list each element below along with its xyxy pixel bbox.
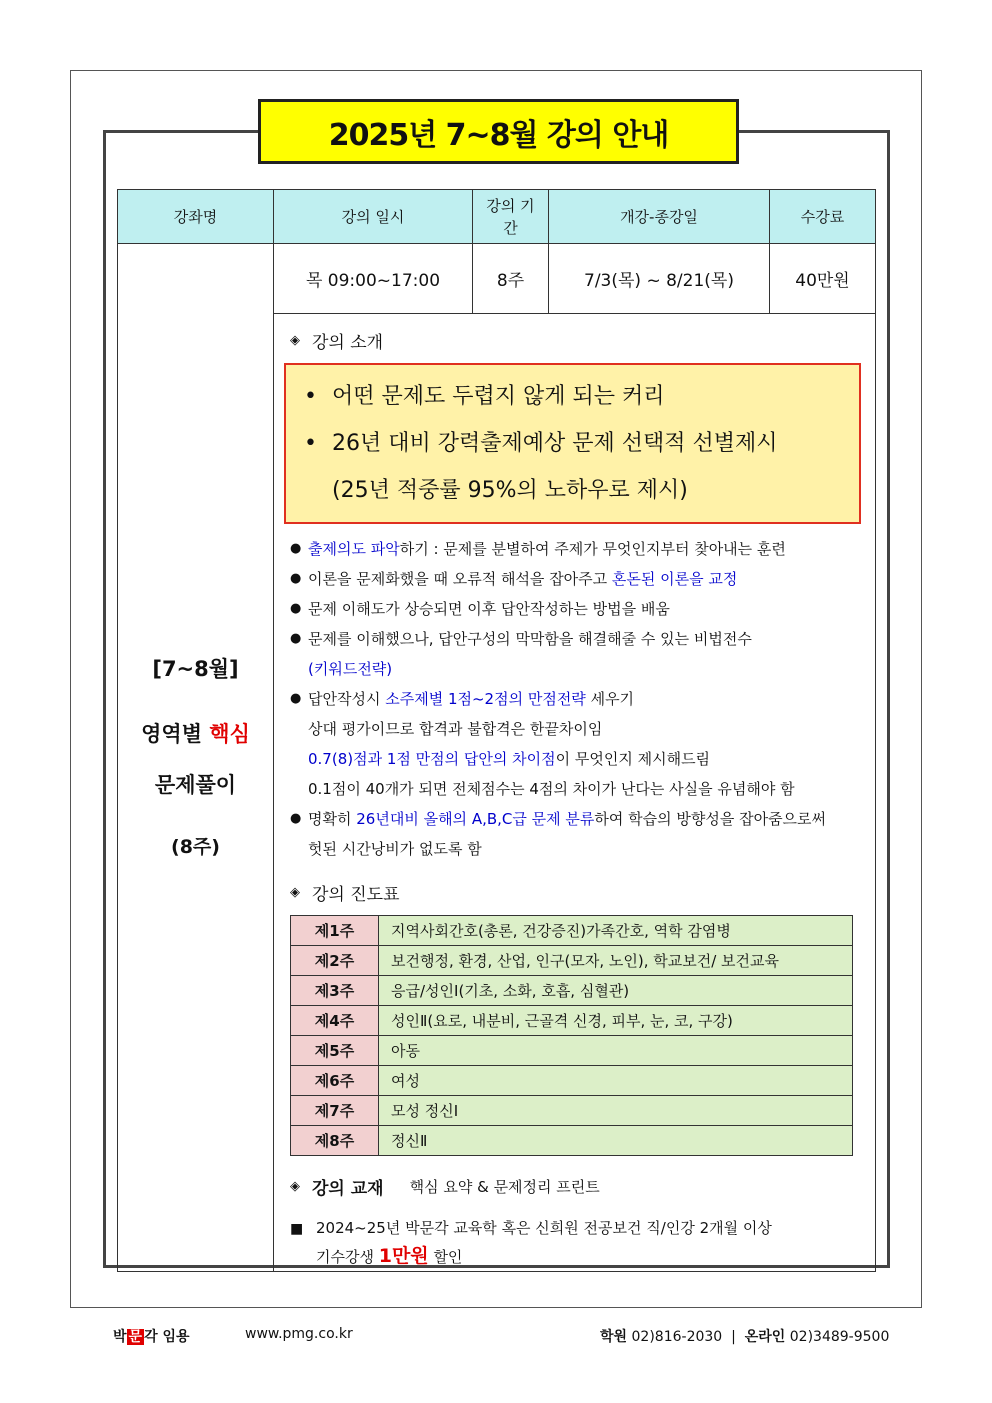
course-months: [7~8월] [152, 656, 239, 681]
intro-line: • 26년 대비 강력출제예상 문제 선택적 선별제시 [304, 431, 778, 456]
period-cell: 7/3(목) ~ 8/21(목) [549, 244, 770, 314]
duration-cell: 8주 [473, 244, 549, 314]
list-item: ● 이론을 문제화했을 때 오류적 해석을 잡아주고 혼돈된 이론을 교정 [290, 570, 738, 588]
contact-phones: 학원 02)816-2030 | 온라인 02)3489-9500 [600, 1329, 890, 1345]
textbook-label: 강의 교재 [312, 1179, 384, 1199]
course-weeks: (8주) [171, 835, 220, 858]
list-item: ● 출제의도 파악하기 : 문제를 분별하여 주제가 무엇인지부터 찾아내는 훈련 [290, 540, 786, 558]
list-item: ● 답안작성시 소주제별 1점~2점의 만점전략 세우기 [290, 690, 635, 708]
schedule-heading: ◈ 강의 진도표 [290, 885, 400, 905]
table-row: 제5주 아동 [291, 1036, 853, 1066]
square-bullet-icon: ■ [290, 1221, 304, 1237]
list-item: ● 문제를 이해했으나, 답안구성의 막막함을 해결해줄 수 있는 비법전수 [290, 630, 752, 648]
table-row: 제4주 성인Ⅱ(요로, 내분비, 근골격 신경, 피부, 눈, 코, 구강) [291, 1006, 853, 1036]
list-item-continuation: 0.7(8)점과 1점 만점의 답안의 차이점이 무엇인지 제시해드림 [308, 750, 711, 768]
discount-note: ■ 2024~25년 박문각 교육학 혹은 신희원 전공보건 직/인강 2개월 이상 기수강생 1만원 할인 [290, 1215, 875, 1271]
schedule-table [290, 915, 853, 1156]
course-name-cell [118, 244, 274, 1272]
footer [0, 1320, 992, 1350]
table-row: 제1주 지역사회간호(총론, 건강증진)가족간호, 역학 감염병 [291, 916, 853, 946]
list-item-continuation: 0.1점이 40개가 되면 전체점수는 4점의 차이가 난다는 사실을 유념해야 함 [308, 780, 795, 798]
table-header-row [118, 190, 876, 244]
course-title: 영역별 핵심 [141, 721, 250, 746]
table-row: 제3주 응급/성인Ⅰ(기초, 소화, 호흡, 심혈관) [291, 976, 853, 1006]
website-link[interactable]: www.pmg.co.kr [245, 1326, 353, 1342]
course-subtitle: 문제풀이 [154, 772, 237, 797]
diamond-icon: ◈ [290, 1179, 300, 1194]
intro-line: • 어떤 문제도 두렵지 않게 되는 커리 [304, 384, 665, 409]
table-row: 제6주 여성 [291, 1066, 853, 1096]
table-row: 제2주 보건행정, 환경, 산업, 인구(모자, 노인), 학교보건/ 보건교육 [291, 946, 853, 976]
table-row [118, 244, 876, 314]
table-row: 제8주 정신Ⅱ [291, 1126, 853, 1156]
header-course-name: 강좌명 [118, 190, 274, 244]
list-item-continuation: 헛된 시간낭비가 없도록 함 [308, 840, 482, 858]
intro-line: (25년 적중률 95%의 노하우로 제시) [332, 478, 688, 503]
diamond-icon: ◈ [290, 885, 300, 900]
brand-logo: 박 문 각 임용 [113, 1329, 190, 1345]
page-title: 2025년 7~8월 강의 안내 [258, 99, 739, 164]
datetime-cell: 목 09:00~17:00 [274, 244, 473, 314]
diamond-icon: ◈ [290, 333, 300, 348]
header-datetime: 강의 일시 [274, 190, 473, 244]
list-item-continuation: 상대 평가이므로 합격과 불합격은 한끝차이임 [308, 720, 603, 738]
list-item-continuation: (키워드전략) [308, 660, 393, 678]
intro-heading: ◈ 강의 소개 [290, 333, 384, 353]
table-row: 제7주 모성 정신Ⅰ [291, 1096, 853, 1126]
header-fee: 수강료 [770, 190, 876, 244]
course-table [117, 189, 876, 1272]
list-item: ● 명확히 26년대비 올해의 A,B,C급 문제 분류하여 학습의 방향성을 잡아줌으로써 [290, 810, 827, 828]
header-period: 개강-종강일 [549, 190, 770, 244]
intro-box [284, 363, 861, 524]
fee-cell: 40만원 [770, 244, 876, 314]
content-cell [274, 314, 876, 1272]
textbook-value: 핵심 요약 & 문제정리 프린트 [409, 1178, 600, 1196]
header-duration: 강의 기간 [473, 190, 549, 244]
textbook-row [290, 1174, 875, 1199]
points-list [290, 534, 875, 864]
list-item: ● 문제 이해도가 상승되면 이후 답안작성하는 방법을 배움 [290, 600, 670, 618]
